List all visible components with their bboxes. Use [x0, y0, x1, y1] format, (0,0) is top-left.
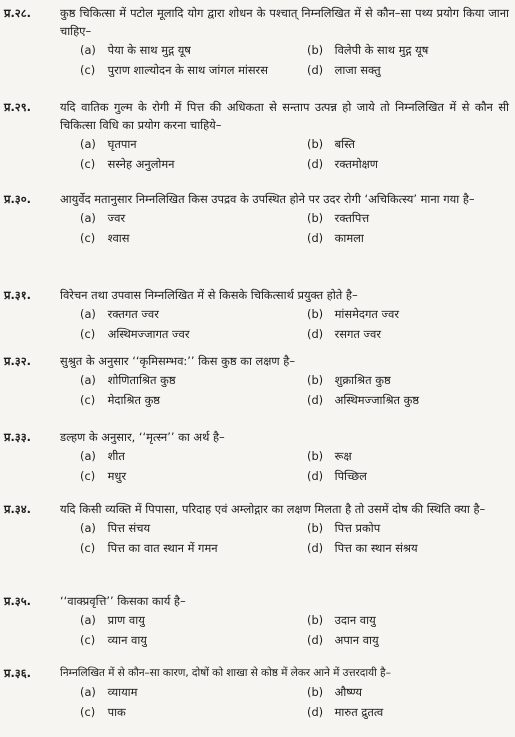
- question-31: [0, 286, 515, 344]
- question-text: सुश्रुत के अनुसार ‘‘कृमिसम्भव:’’ किस कुष्ठ का लक्षण है–: [60, 354, 296, 368]
- question-number: प्र.२८.: [4, 6, 31, 20]
- option-c[interactable]: (c) मधुर: [80, 469, 127, 483]
- question-number: प्र.३२.: [4, 354, 31, 368]
- question-33: [0, 428, 515, 486]
- option-c[interactable]: (c) सस्नेह अनुलोमन: [80, 157, 175, 171]
- question-number: प्र.३६.: [4, 666, 31, 680]
- option-b[interactable]: (b) औष्ण्य: [307, 685, 362, 699]
- question-28: [0, 4, 515, 80]
- option-a[interactable]: (a) ज्वर: [80, 211, 126, 225]
- question-text: डल्हण के अनुसार, ‘‘मृत्स्न’’ का अर्थ है–: [60, 430, 225, 444]
- option-a[interactable]: (a) पित्त संचय: [80, 521, 151, 535]
- question-35: [0, 592, 515, 650]
- question-number: प्र.२९.: [4, 100, 31, 114]
- question-text: विरेचन तथा उपवास निम्नलिखित में से किसके चिकित्सार्थ प्रयुक्त होते है–: [60, 288, 358, 302]
- option-b[interactable]: (b) रक्तपित्त: [307, 211, 370, 225]
- option-a[interactable]: (a) शोणिताश्रित कुष्ठ: [80, 373, 176, 387]
- option-d[interactable]: (d) पिच्छिल: [307, 469, 367, 483]
- option-a[interactable]: (a) व्यायाम: [80, 685, 138, 699]
- option-c[interactable]: (c) अस्थिमज्जागत ज्वर: [80, 327, 190, 341]
- option-d[interactable]: (d) कामला: [307, 231, 364, 245]
- options-grid: [80, 682, 515, 722]
- option-d[interactable]: (d) अपान वायु: [307, 633, 379, 647]
- option-c[interactable]: (c) मेदाश्रित कुष्ठ: [80, 393, 161, 407]
- question-number: प्र.३४.: [4, 502, 31, 516]
- question-text: यदि वातिक गुल्म के रोगी में पित्त की अधिकता से सन्ताप उत्पन्न हो जाये तो निम्नलिखित में से कौन सी चिकित्सा विधि का प्रयोग करना चाहिये–: [60, 100, 509, 132]
- option-a[interactable]: (a) पेया के साथ मुद्ग यूष: [80, 43, 191, 57]
- option-d[interactable]: (d) मारुत द्रुतत्व: [307, 705, 384, 719]
- option-a[interactable]: (a) रक्तगत ज्वर: [80, 307, 159, 321]
- option-a[interactable]: (a) शीत: [80, 449, 125, 463]
- options-grid: [80, 446, 515, 486]
- option-b[interactable]: (b) शुक्राश्रित कुष्ठ: [307, 373, 391, 387]
- question-number: प्र.३०.: [4, 192, 31, 206]
- question-text: यदि किसी व्यक्ति में पिपासा, परिदाह एवं अम्लोद्गार का लक्षण मिलता है तो उसमें दोष की स्थिति क्या है–: [60, 502, 486, 516]
- option-b[interactable]: (b) मांसमेदगत ज्वर: [307, 307, 399, 321]
- options-grid: [80, 610, 515, 650]
- question-text: कुष्ठ चिकित्सा में पटोल मूलादि योग द्वारा शोधन के पश्चात् निम्नलिखित में से कौन–सा पथ्य प्रयोग किया जाना चाहिए–: [60, 6, 509, 38]
- option-b[interactable]: (b) बस्ति: [307, 137, 356, 151]
- options-grid: [80, 518, 515, 558]
- option-b[interactable]: (b) पित्त प्रकोप: [307, 521, 381, 535]
- option-c[interactable]: (c) पित्त का वात स्थान में गमन: [80, 541, 218, 555]
- option-c[interactable]: (c) श्वास: [80, 231, 130, 245]
- option-d[interactable]: (d) रसगत ज्वर: [307, 327, 382, 341]
- options-grid: [80, 370, 515, 410]
- question-number: प्र.३३.: [4, 430, 31, 444]
- option-b[interactable]: (b) रूक्ष: [307, 449, 352, 463]
- options-grid: [80, 208, 515, 248]
- options-grid: [80, 134, 515, 174]
- option-d[interactable]: (d) लाजा सक्तु: [307, 63, 381, 77]
- option-d[interactable]: (d) पित्त का स्थान संश्रय: [307, 541, 418, 555]
- options-grid: [80, 40, 515, 80]
- options-grid: [80, 304, 515, 344]
- option-d[interactable]: (d) रक्तमोक्षण: [307, 157, 379, 171]
- question-29: [0, 98, 515, 174]
- option-b[interactable]: (b) उदान वायु: [307, 613, 376, 627]
- question-text: ‘‘वाक्प्रवृत्ति’’ किसका कार्य है–: [60, 594, 186, 608]
- option-b[interactable]: (b) विलेपी के साथ मुद्ग यूष: [307, 43, 429, 57]
- option-a[interactable]: (a) प्राण वायु: [80, 613, 145, 627]
- question-text: निम्नलिखित में से कौन–सा कारण, दोषों को शाखा से कोष्ठ में लेकर आने में उत्तरदायी है–: [60, 667, 391, 679]
- question-32: [0, 352, 515, 410]
- question-number: प्र.३५.: [4, 594, 31, 608]
- question-34: [0, 500, 515, 558]
- option-d[interactable]: (d) अस्थिमज्जाश्रित कुष्ठ: [307, 393, 420, 407]
- question-number: प्र.३१.: [4, 288, 31, 302]
- question-30: [0, 190, 515, 248]
- option-a[interactable]: (a) घृतपान: [80, 137, 137, 151]
- option-c[interactable]: (c) व्यान वायु: [80, 633, 147, 647]
- question-text: आयुर्वेद मतानुसार निम्नलिखित किस उपद्रव के उपस्थित होने पर उदर रोगी ‘अचिकित्स्य’ माना गया है–: [60, 192, 475, 206]
- option-c[interactable]: (c) पुराण शाल्योदन के साथ जांगल मांसरस: [80, 63, 268, 77]
- question-36: [0, 664, 515, 722]
- option-c[interactable]: (c) पाक: [80, 705, 126, 719]
